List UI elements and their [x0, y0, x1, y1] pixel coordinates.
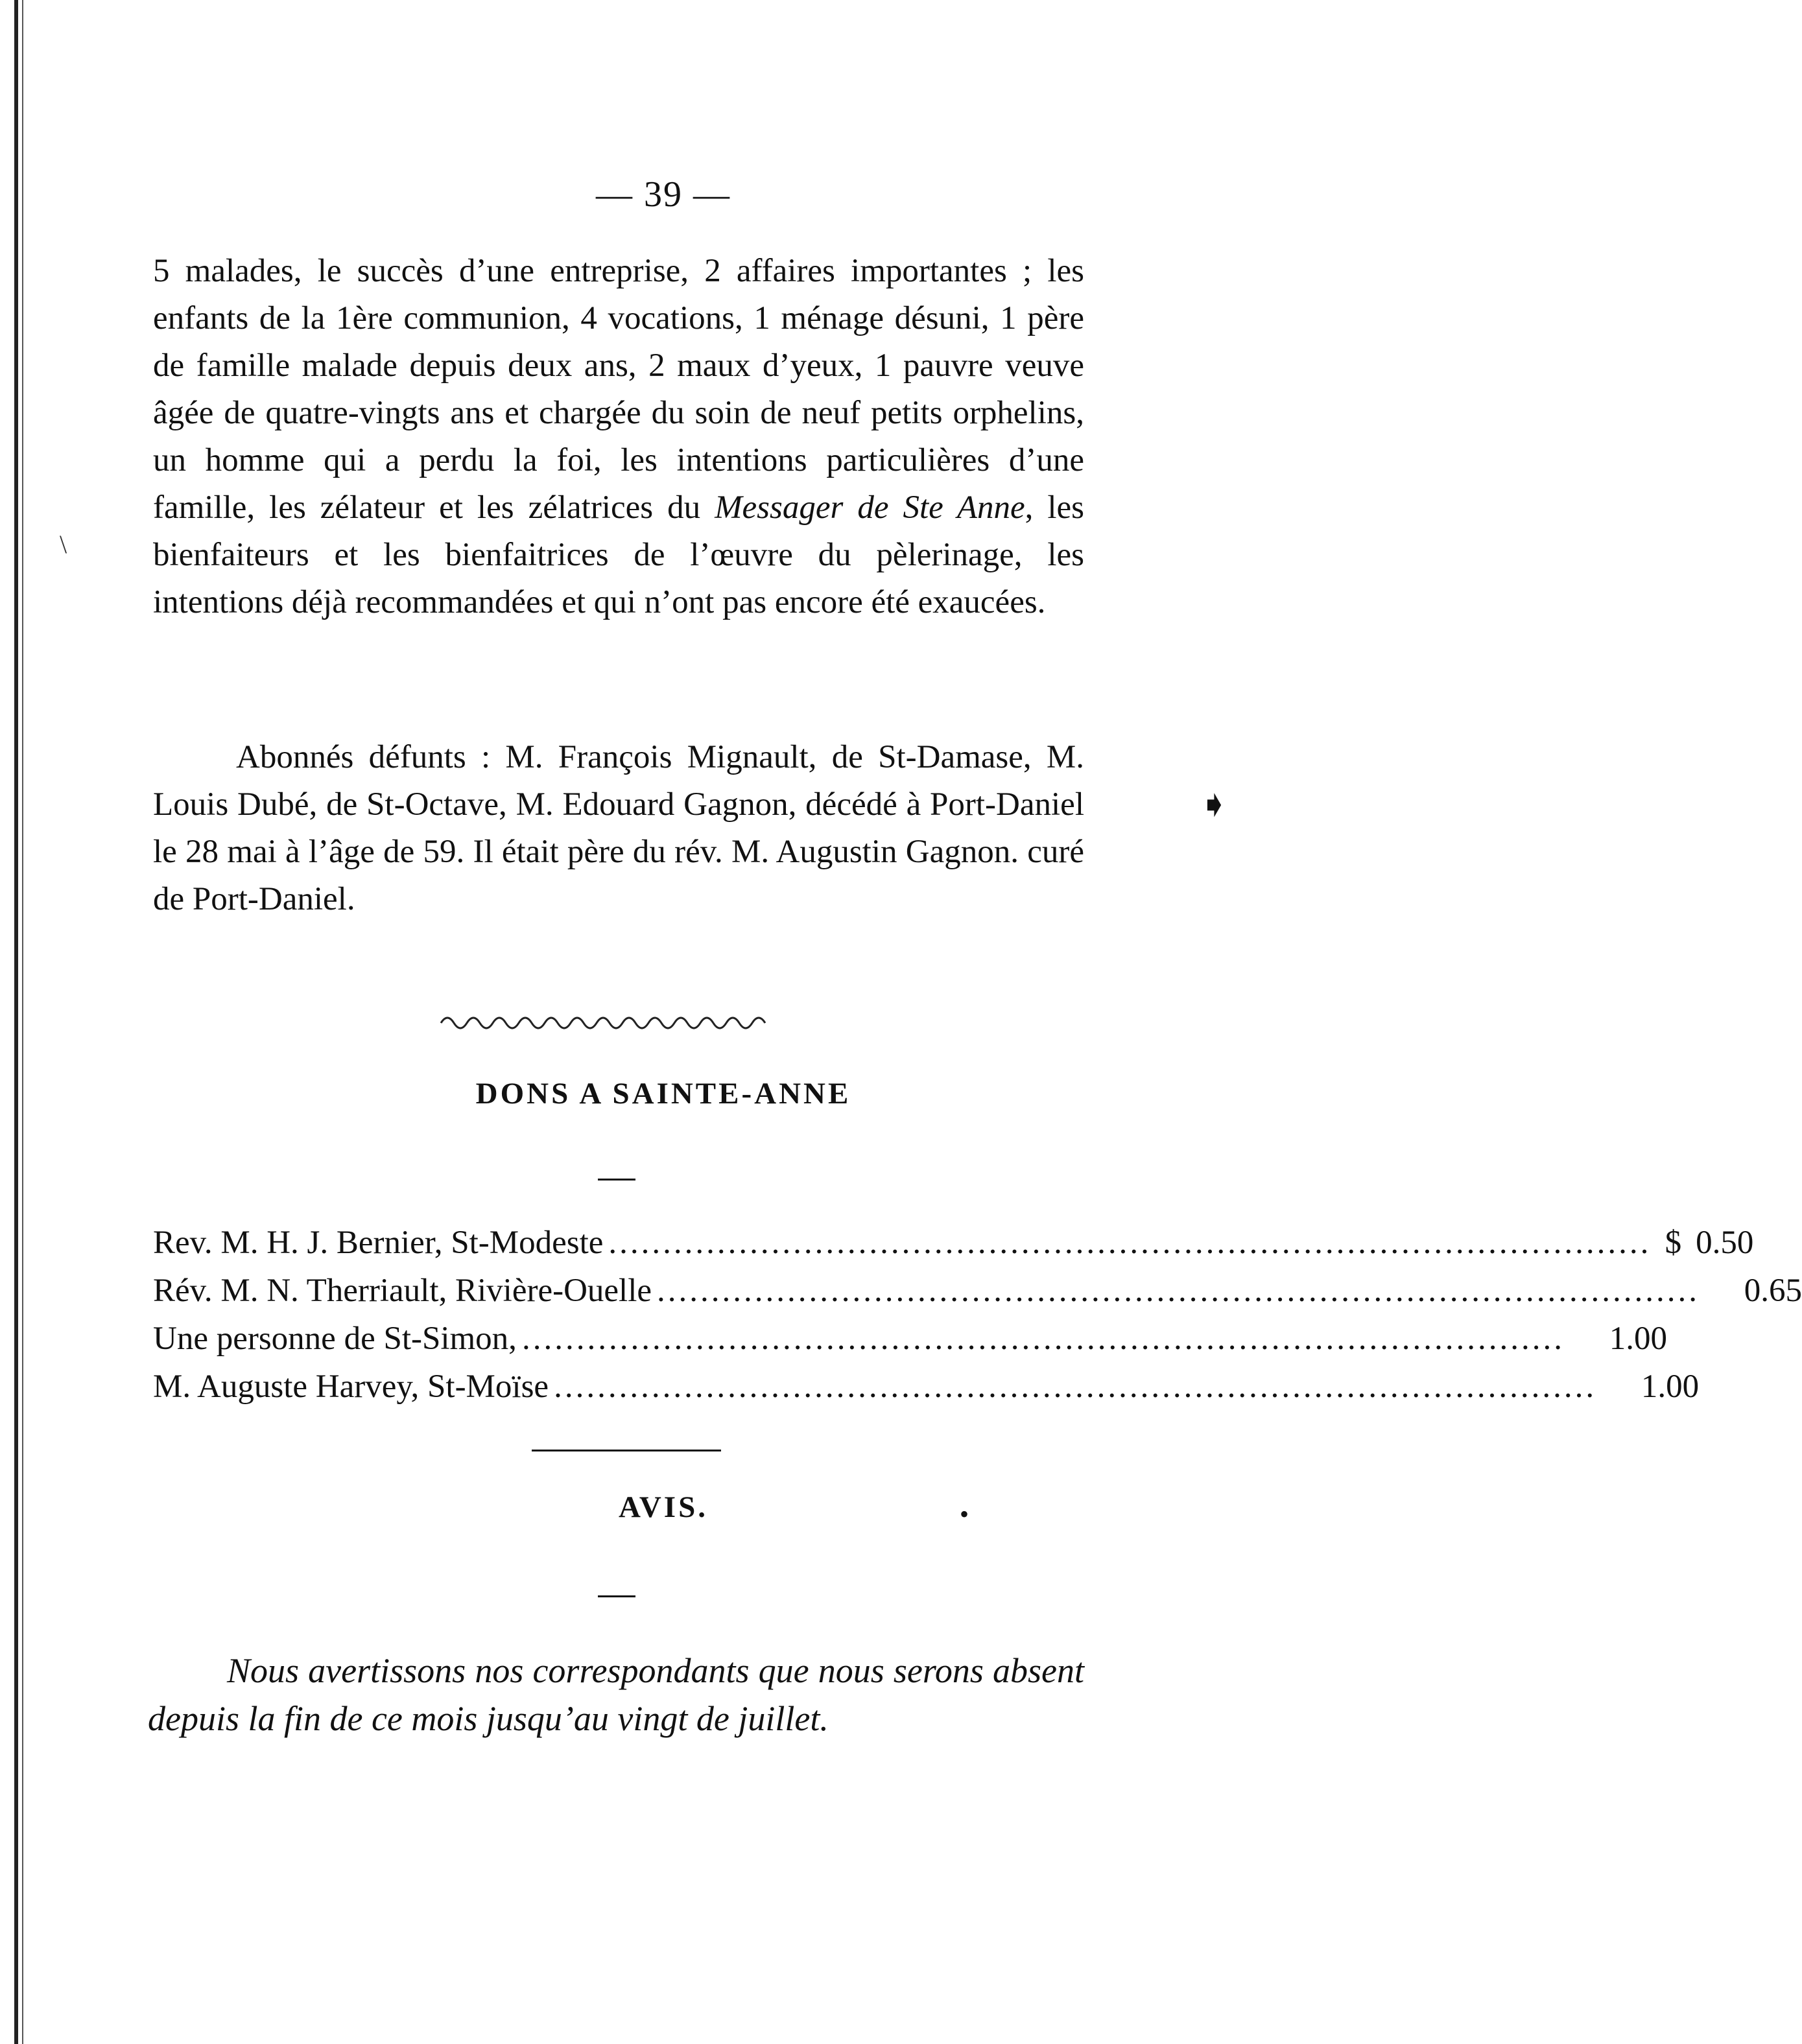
dot-leader: ................................................................................................ — [657, 1273, 1700, 1309]
donor-name: Rév. M. N. Therriault, Rivière-Ouelle — [153, 1273, 652, 1309]
donation-row — [153, 1368, 1700, 1416]
intentions-text-end: , les bienfaiteurs et les bienfaitrices de l’œuvre du pèlerinage, les intentions déjà recommandées et qui n’ont pas encore été exaucées. — [153, 489, 1085, 620]
donor-name: Une personne de St-Simon, — [153, 1321, 517, 1357]
intentions-paragraph — [153, 248, 1084, 626]
currency-symbol: $ — [1665, 1225, 1682, 1261]
deceased-subscribers-paragraph: Abonnés défunts : M. François Mignault, de St-Damase, M. Louis Dubé, de St-Octave, M. Edouard Gagnon, décédé à Port-Daniel le 28 mai à l’âge de 59. Il était père du rév. M. Augustin Gagnon. curé de Port-Daniel. — [153, 739, 1084, 917]
donation-amount — [1705, 1272, 1802, 1310]
donations-list — [153, 1224, 1802, 1416]
dons-title: DONS A SAINTE-ANNE — [475, 1077, 851, 1110]
donor-name: M. Auguste Harvey, St-Moïse — [153, 1369, 549, 1405]
amount-value: 0.65 — [1744, 1273, 1802, 1309]
avis-title: AVIS. — [618, 1490, 708, 1524]
margin-tick-mark: \ — [60, 530, 67, 559]
dot-leader: ................................................................................................ — [521, 1321, 1565, 1357]
ornamental-divider — [441, 1006, 778, 1032]
donation-amount — [1602, 1368, 1699, 1405]
short-divider — [598, 1595, 635, 1597]
messager-title: Messager de Ste Anne — [715, 489, 1025, 526]
donation-row — [153, 1224, 1754, 1272]
amount-value: 1.00 — [1609, 1321, 1667, 1357]
margin-arrow-icon: ➧ — [1198, 783, 1230, 825]
donation-amount — [1656, 1224, 1753, 1262]
donor-name: Rev. M. H. J. Bernier, St-Modeste — [153, 1225, 604, 1261]
section-divider — [532, 1450, 721, 1451]
avis-notice-text: Nous avertissons nos correspondants que nous serons absent depuis la fin de ce mois jusqu’au vingt de juillet. — [148, 1651, 1084, 1738]
page-edge-rule-inner — [22, 0, 23, 2044]
donation-row — [153, 1320, 1667, 1368]
donation-row — [153, 1272, 1802, 1320]
short-divider — [598, 1179, 635, 1181]
page-edge-rule — [14, 0, 18, 2044]
dot-leader: ................................................................................................ — [608, 1225, 1652, 1261]
intentions-text: 5 malades, le succès d’une entreprise, 2 affaires importantes ; les enfants de la 1ère communion, 4 vocations, 1 ménage désuni, 1 père de famille malade depuis deux ans, 2 maux d’yeux, 1 pauvre veuve âgée de quatre-vingts ans et chargée du soin de neuf petits orphelins, un homme qui a perdu la foi, les intentions particulières d’une famille, les zélateur et les zélatrices du — [153, 253, 1084, 526]
dot-leader: ................................................................................................ — [554, 1369, 1597, 1405]
margin-dot-mark: • — [960, 1499, 969, 1529]
amount-value: 1.00 — [1641, 1369, 1700, 1405]
donation-amount — [1570, 1320, 1667, 1357]
amount-value: 0.50 — [1696, 1225, 1754, 1261]
page-number: — 39 — — [596, 174, 731, 215]
